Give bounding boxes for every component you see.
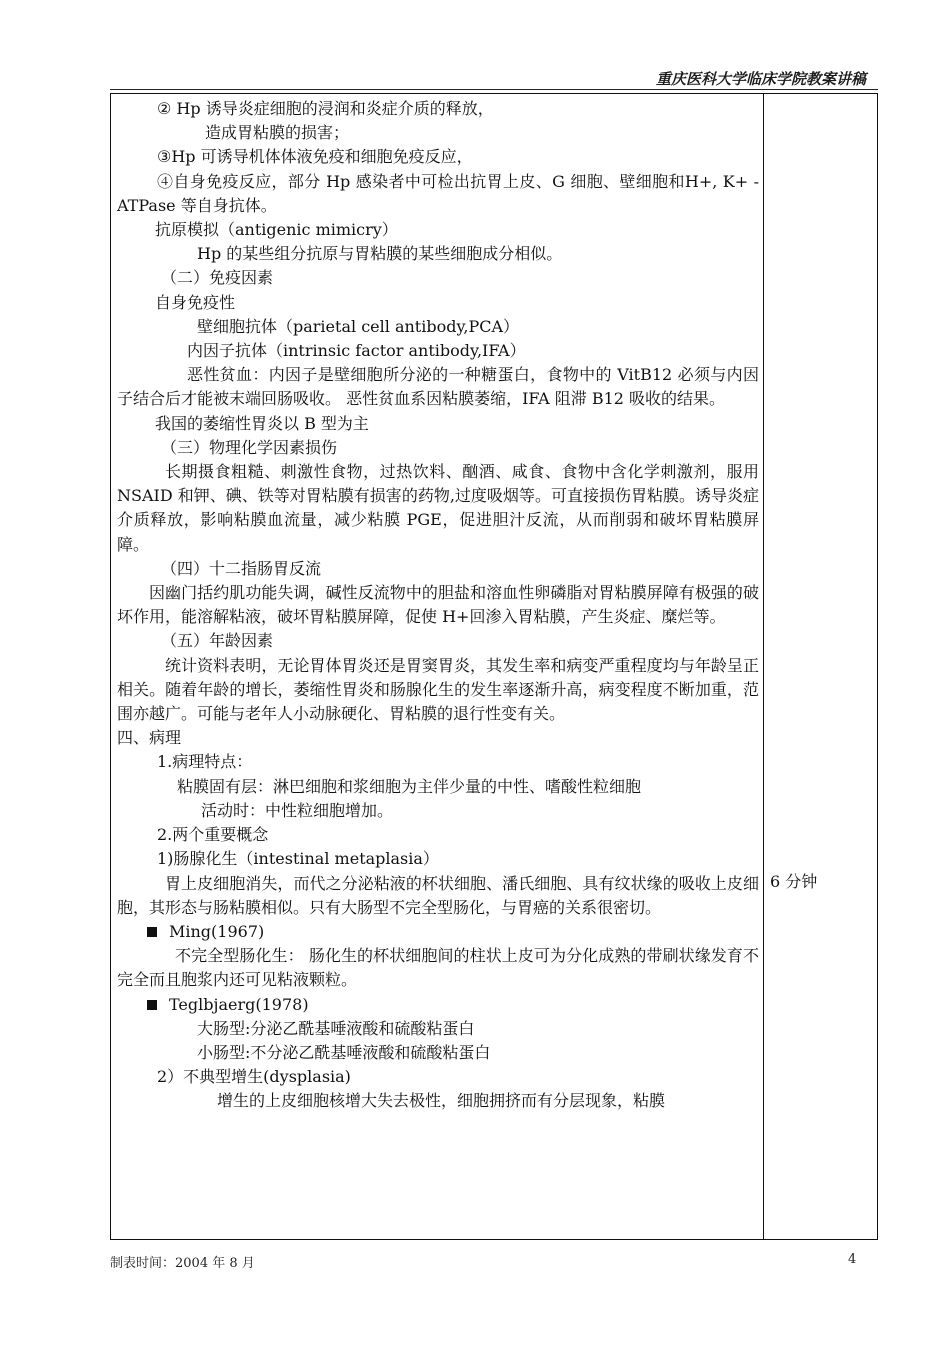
content-line xyxy=(117,993,759,1017)
content-paragraph: 不完全型肠化生： 肠化生的杯状细胞间的柱状上皮可为分化成熟的带刷状缘发育不完全而且胞浆内还可见粘液颗粒。 xyxy=(117,946,759,990)
content-line: 抗原模拟（antigenic mimicry） xyxy=(155,220,398,240)
column-divider xyxy=(763,94,764,1239)
content-paragraph: 因幽门括约肌功能失调，碱性反流物中的胆盐和溶血性卵磷脂对胃粘膜屏障有极强的破坏作用，能溶解粘液，破坏胃粘膜屏障，促使 H+回渗入胃粘膜，产生炎症、糜烂等。 xyxy=(117,583,759,627)
document-header-title: 重庆医科大学临床学院教案讲稿 xyxy=(655,70,866,88)
content-line: 活动时：中性粒细胞增加。 xyxy=(201,800,394,820)
time-allocation: 6 分钟 xyxy=(770,872,818,891)
section-heading: （二）免疫因素 xyxy=(161,268,274,288)
content-paragraph: 长期摄食粗糙、刺激性食物，过热饮料、酗酒、咸食、食物中含化学刺激剂，服用 NSAID 和钾、碘、铁等对胃粘膜有损害的药物,过度吸烟等。可直接损伤胃粘膜。诱导炎症介质释放，影响粘膜血流量，减少粘膜 PGE，促进胆汁反流，从而削弱和破坏胃粘膜屏障。 xyxy=(117,462,759,554)
bullet-label: Ming(1967) xyxy=(169,921,265,941)
bullet-label: Teglbjaerg(1978) xyxy=(169,994,309,1014)
content-line: 1)肠腺化生（intestinal metaplasia） xyxy=(157,849,439,869)
content-line: 大肠型:分泌乙酰基唾液酸和硫酸粘蛋白 xyxy=(197,1018,475,1038)
content-paragraph: 统计资料表明，无论胃体胃炎还是胃窦胃炎，其发生率和病变严重程度均与年龄呈正相关。随着年龄的增长，萎缩性胃炎和肠腺化生的发生率逐渐升高，病变程度不断加重，范围亦越广。可能与老年人小动脉硬化、胃粘膜的退行性变有关。 xyxy=(117,655,759,724)
header-rule xyxy=(110,89,878,90)
content-line: 增生的上皮细胞核增大失去极性，细胞拥挤而有分层现象，粘膜 xyxy=(217,1091,666,1111)
lesson-table xyxy=(110,93,878,1240)
content-line: 内因子抗体（intrinsic factor antibody,IFA） xyxy=(187,341,526,361)
content-line: 1.病理特点： xyxy=(157,752,253,772)
content-line: 粘膜固有层：淋巴细胞和浆细胞为主伴少量的中性、嗜酸性粒细胞 xyxy=(177,776,642,796)
content-line: ② Hp 诱导炎症细胞的浸润和炎症介质的释放， xyxy=(157,99,494,118)
content-line: 我国的萎缩性胃炎以 B 型为主 xyxy=(155,413,369,433)
section-heading: 四、病理 xyxy=(117,728,182,748)
square-bullet-icon xyxy=(147,927,157,937)
content-line xyxy=(117,920,759,944)
content-paragraph: ④自身免疫反应，部分 Hp 感染者中可检出抗胃上皮、G 细胞、壁细胞和H+, K+ -ATPase 等自身抗体。 xyxy=(117,171,759,215)
content-line: 造成胃粘膜的损害； xyxy=(205,123,350,143)
section-heading: （三）物理化学因素损伤 xyxy=(161,437,338,457)
page-number: 4 xyxy=(848,1252,857,1267)
section-heading: （四）十二指肠胃反流 xyxy=(161,558,322,578)
content-line: 2.两个重要概念 xyxy=(157,825,269,845)
content-paragraph: 胃上皮细胞消失，而代之分泌粘液的杯状细胞、潘氏细胞、具有纹状缘的吸收上皮细胞，其形态与肠粘膜相似。只有大肠型不完全型肠化，与胃癌的关系很密切。 xyxy=(117,873,759,917)
content-line: ③Hp 可诱导机体体液免疫和细胞免疫反应， xyxy=(157,147,473,167)
section-heading: （五）年龄因素 xyxy=(161,631,274,651)
content-paragraph: 恶性贫血：内因子是壁细胞所分泌的一种糖蛋白，食物中的 VitB12 必须与内因子结合后才能被末端回肠吸收。 恶性贫血系因粘膜萎缩，IFA 阻滞 B12 吸收的结果。 xyxy=(117,365,759,409)
content-line: 小肠型:不分泌乙酰基唾液酸和硫酸粘蛋白 xyxy=(197,1042,491,1062)
content-line: 2）不典型增生(dysplasia) xyxy=(157,1067,351,1087)
content-line: 自身免疫性 xyxy=(155,292,236,312)
square-bullet-icon xyxy=(147,1000,157,1010)
lesson-content xyxy=(117,97,759,1114)
content-line: 壁细胞抗体（parietal cell antibody,PCA） xyxy=(197,316,520,336)
footer-date: 制表时间：2004 年 8 月 xyxy=(110,1256,255,1271)
content-line: Hp 的某些组分抗原与胃粘膜的某些细胞成分相似。 xyxy=(197,244,563,264)
